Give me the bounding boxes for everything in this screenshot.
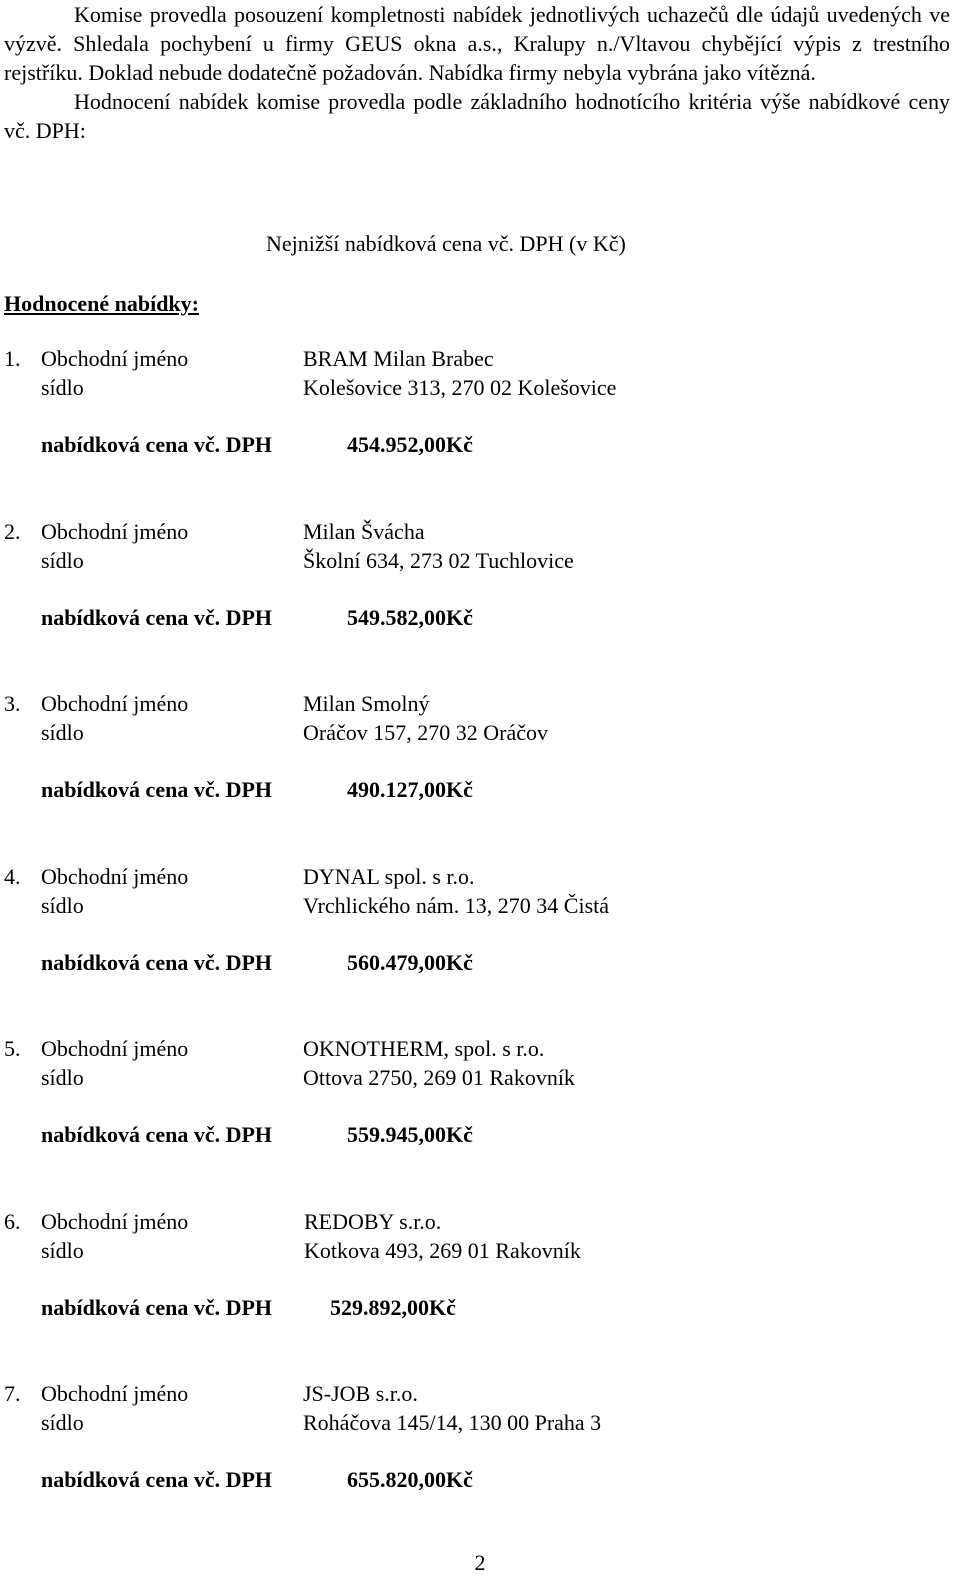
price-label: nabídková cena vč. DPH (41, 949, 273, 975)
bidder-name: JS-JOB s.r.o. (303, 1381, 418, 1406)
seat-label: sídlo (41, 892, 84, 918)
bidder-name: REDOBY s.r.o. (304, 1208, 442, 1234)
price-label: nabídková cena vč. DPH (41, 432, 273, 457)
bidder-seat: Roháčova 145/14, 130 00 Praha 3 (303, 1410, 602, 1435)
price-label: nabídková cena vč. DPH (41, 1467, 273, 1492)
bid-number: 3. (4, 691, 21, 716)
bid-price: 655.820,00Kč (347, 1467, 473, 1492)
name-label: Obchodní jméno (41, 1381, 189, 1406)
bidder-seat: Oráčov 157, 270 32 Oráčov (303, 720, 548, 745)
bid-list (4, 344, 944, 1552)
bidder-seat: Ottova 2750, 269 01 Rakovník (303, 1065, 575, 1090)
name-label: Obchodní jméno (41, 518, 189, 544)
seat-label: sídlo (41, 720, 84, 745)
price-label: nabídková cena vč. DPH (41, 1294, 273, 1320)
name-label: Obchodní jméno (41, 1036, 189, 1061)
name-label: Obchodní jméno (41, 863, 189, 889)
page-number: 2 (474, 1550, 486, 1575)
bid-number: 7. (4, 1381, 21, 1406)
bid-price: 559.945,00Kč (347, 1122, 473, 1147)
name-label: Obchodní jméno (41, 691, 189, 716)
bidder-seat: Vrchlického nám. 13, 270 34 Čistá (303, 892, 610, 918)
bidder-name: Milan Smolný (303, 691, 430, 716)
bidder-name: OKNOTHERM, spol. s r.o. (303, 1036, 545, 1061)
seat-label: sídlo (41, 1237, 84, 1263)
intro-paragraph-completeness: Komise provedla posouzení kompletnosti nabídek jednotlivých uchazečů dle údajů uvedených ve výzvě. Shledala pochybení u firmy GEUS okna a.s., Kralupy n./Vltavou chybějící výpis z trestního rejstříku. Doklad nebude dodatečně požadován. Nabídka firmy nebyla vybrána jako vítězná. (4, 2, 950, 85)
intro-paragraph-evaluation: Hodnocení nabídek komise provedla podle základního hodnotícího kritéria výše nabídkové ceny vč. DPH: (4, 89, 950, 143)
bid-number: 6. (4, 1208, 21, 1234)
bid-number: 5. (4, 1036, 21, 1061)
seat-label: sídlo (41, 1410, 84, 1435)
bid-price: 549.582,00Kč (347, 604, 473, 630)
bidder-name: BRAM Milan Brabec (303, 346, 494, 371)
bid-number: 2. (4, 518, 21, 544)
name-label: Obchodní jméno (41, 346, 189, 371)
bid-item (4, 1379, 944, 1552)
name-label: Obchodní jméno (41, 1208, 189, 1234)
bidder-seat: Školní 634, 273 02 Tuchlovice (303, 547, 574, 573)
seat-label: sídlo (41, 375, 84, 400)
price-label: nabídková cena vč. DPH (41, 1122, 273, 1147)
price-label: nabídková cena vč. DPH (41, 604, 273, 630)
seat-label: sídlo (41, 1065, 84, 1090)
bidder-name: DYNAL spol. s r.o. (303, 863, 475, 889)
bid-number: 4. (4, 863, 21, 889)
bidder-name: Milan Švácha (303, 518, 425, 544)
intro-section (4, 0, 950, 145)
bid-price: 490.127,00Kč (347, 777, 473, 802)
bidder-seat: Kolešovice 313, 270 02 Kolešovice (303, 375, 617, 400)
bid-item (4, 689, 944, 862)
bid-price: 454.952,00Kč (347, 432, 473, 457)
bid-item (4, 862, 944, 1035)
bid-item (4, 517, 944, 690)
bid-price: 529.892,00Kč (330, 1294, 456, 1320)
bid-item (4, 1034, 944, 1207)
bid-item (4, 344, 944, 517)
seat-label: sídlo (41, 547, 84, 573)
evaluation-criterion: Nejnižší nabídková cena vč. DPH (v Kč) (266, 231, 626, 256)
price-label: nabídková cena vč. DPH (41, 777, 273, 802)
bid-item (4, 1207, 944, 1380)
bid-price: 560.479,00Kč (347, 949, 473, 975)
section-heading: Hodnocené nabídky: (4, 291, 199, 316)
bid-number: 1. (4, 346, 21, 371)
bidder-seat: Kotkova 493, 269 01 Rakovník (304, 1237, 581, 1263)
